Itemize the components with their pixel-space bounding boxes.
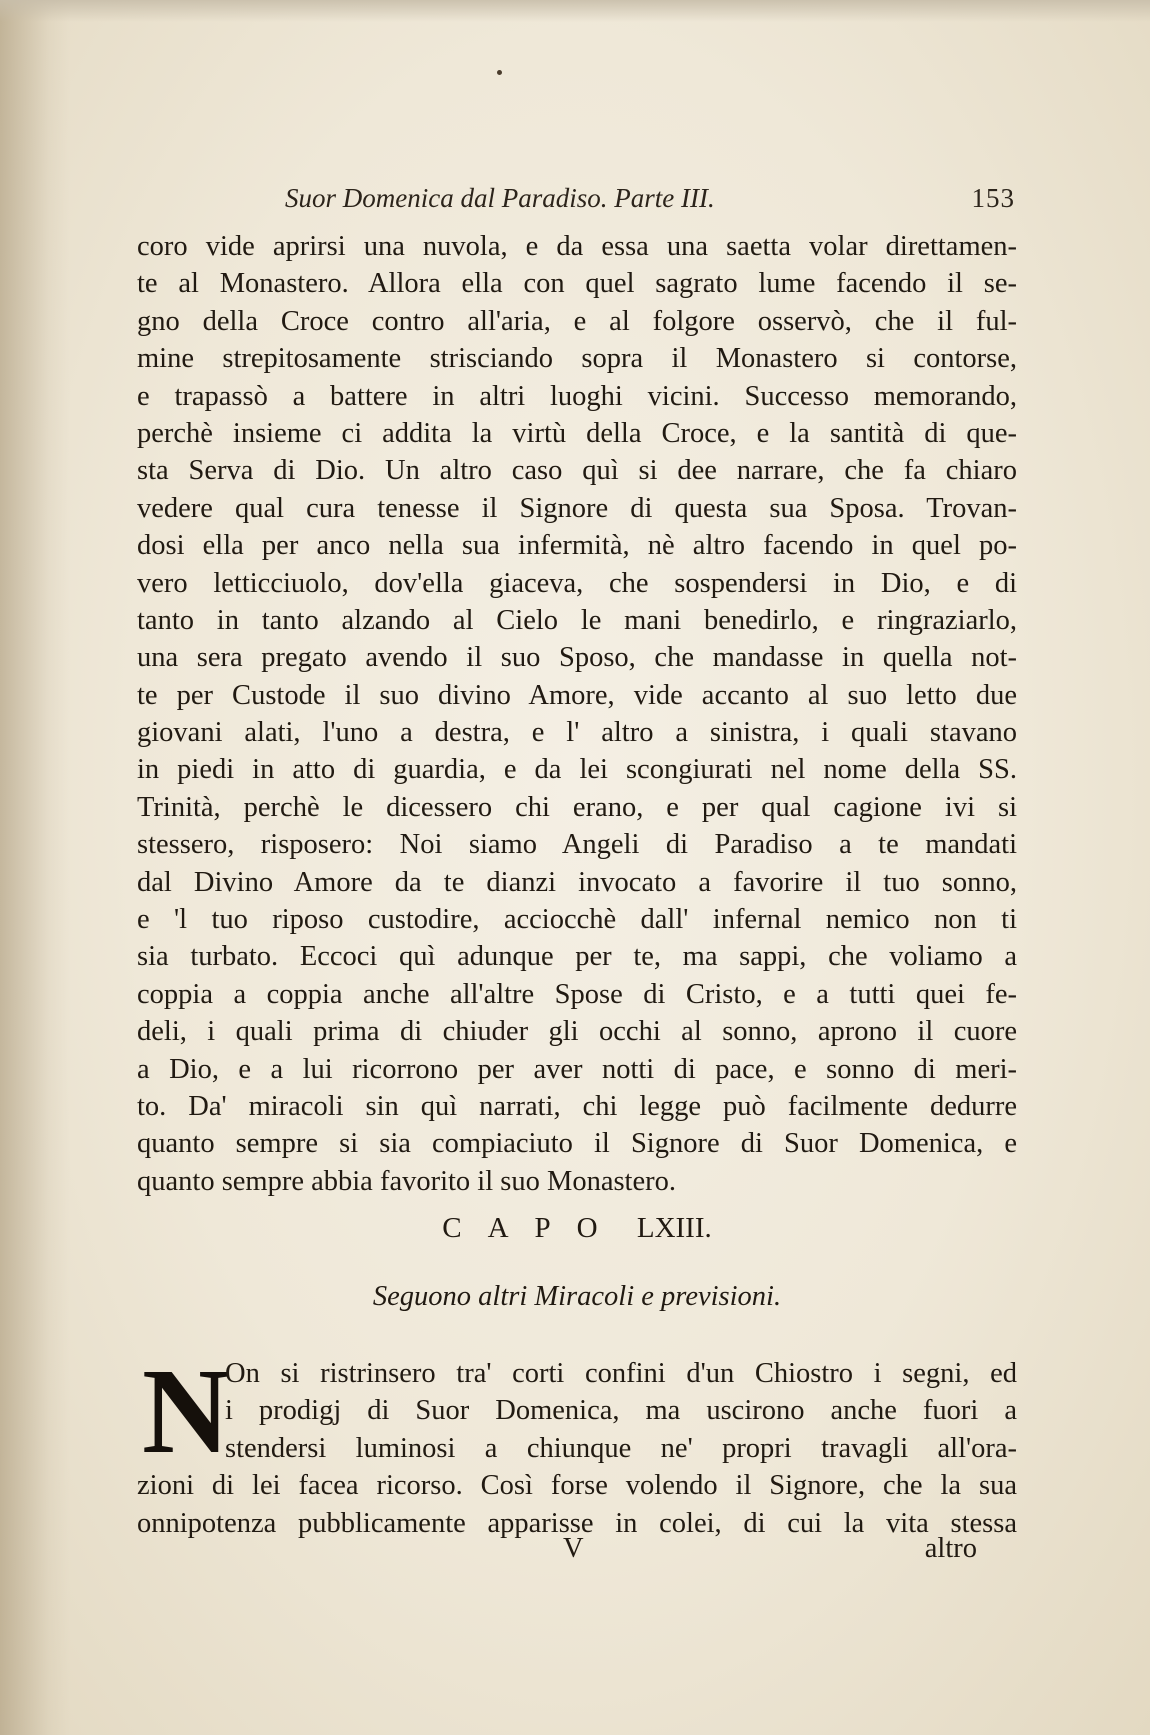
text-line: vero letticciuolo, dov'ella giaceva, che sospendersi in Dio, e di <box>137 567 1017 599</box>
text-line: quanto sempre si sia compiaciuto il Signore di Suor Domenica, e <box>137 1128 1017 1160</box>
text-line: a Dio, e a lui ricorrono per aver notti di pace, e sonno di meri- <box>137 1053 1017 1085</box>
text-line: te al Monastero. Allora ella con quel sagrato lume facendo il se- <box>137 268 1017 300</box>
chapter-number: LXIII. <box>636 1212 712 1244</box>
chapter-label: CAPO <box>442 1212 624 1244</box>
text-line: e 'l tuo riposo custodire, acciocchè dall' infernal nemico non ti <box>137 904 1017 936</box>
text-line: i prodigj di Suor Domenica, ma uscirono anche fuori a <box>225 1395 1017 1427</box>
text-line: dosi ella per anco nella sua infermità, nè altro facendo in quel po- <box>137 530 1017 562</box>
text-line: una sera pregato avendo il suo Sposo, che mandasse in quella not- <box>137 642 1017 674</box>
body-paragraph <box>137 228 1017 1200</box>
signature-mark: V <box>563 1533 584 1564</box>
chapter-subtitle: Seguono altri Miracoli e previsioni. <box>372 1281 782 1312</box>
page-footer <box>137 1533 1017 1573</box>
drop-cap: N <box>142 1344 231 1479</box>
text-line: deli, i quali prima di chiuder gli occhi al sonno, aprono il cuore <box>137 1016 1017 1048</box>
text-line: onnipotenza pubblicamente apparisse in colei, di cui la vita stessa <box>137 1507 1017 1539</box>
ink-spot <box>497 70 502 75</box>
text-line: coro vide aprirsi una nuvola, e da essa una saetta volar direttamen- <box>137 231 1017 262</box>
text-line: e trapassò a battere in altri luoghi vicini. Successo memorando, <box>137 380 1017 412</box>
text-line: stendersi luminosi a chiunque ne' propri travagli all'ora- <box>225 1432 1017 1464</box>
text-line: perchè insieme ci addita la virtù della Croce, e la santità di que- <box>137 417 1017 449</box>
text-line: sia turbato. Eccoci quì adunque per te, ma sappi, che voliamo a <box>137 941 1017 973</box>
chapter-paragraph <box>137 1355 1017 1542</box>
chapter-heading <box>137 1208 1017 1248</box>
text-line: quanto sempre abbia favorito il suo Monastero. <box>137 1165 676 1197</box>
text-line: te per Custode il suo divino Amore, vide accanto al suo letto due <box>137 679 1017 711</box>
running-head-title: Suor Domenica dal Paradiso. Parte III. <box>285 183 715 213</box>
text-line: dal Divino Amore da te dianzi invocato a favorire il tuo sonno, <box>137 866 1017 898</box>
text-line: coppia a coppia anche all'altre Spose di Cristo, e a tutti quei fe- <box>137 978 1017 1010</box>
text-line: giovani alati, l'uno a destra, e l' altro a sinistra, i quali stavano <box>137 717 1017 749</box>
text-line: On si ristrinsero tra' corti confini d'un Chiostro i segni, ed <box>225 1358 1017 1389</box>
text-line: mine strepitosamente strisciando sopra il Monastero si contorse, <box>137 343 1017 375</box>
text-line: sta Serva di Dio. Un altro caso quì si dee narrare, che fa chiaro <box>137 455 1017 487</box>
text-line: in piedi in atto di guardia, e da lei scongiurati nel nome della SS. <box>137 754 1017 786</box>
catchword: altro <box>924 1533 977 1564</box>
text-line: stessero, risposero: Noi siamo Angeli di Paradiso a te mandati <box>137 829 1017 861</box>
running-head <box>135 183 1015 223</box>
text-line: zioni di lei facea ricorso. Così forse volendo il Signore, che la sua <box>137 1470 1017 1502</box>
text-line: tanto in tanto alzando al Cielo le mani benedirlo, e ringraziarlo, <box>137 604 1017 636</box>
text-line: Trinità, perchè le dicessero chi erano, e per qual cagione ivi si <box>137 791 1017 823</box>
page-number: 153 <box>971 183 1015 213</box>
text-line: gno della Croce contro all'aria, e al folgore osservò, che il ful- <box>137 305 1017 337</box>
text-line: to. Da' miracoli sin quì narrati, chi legge può facilmente dedurre <box>137 1090 1017 1122</box>
text-line: vedere qual cura tenesse il Signore di questa sua Sposa. Trovan- <box>137 492 1017 524</box>
